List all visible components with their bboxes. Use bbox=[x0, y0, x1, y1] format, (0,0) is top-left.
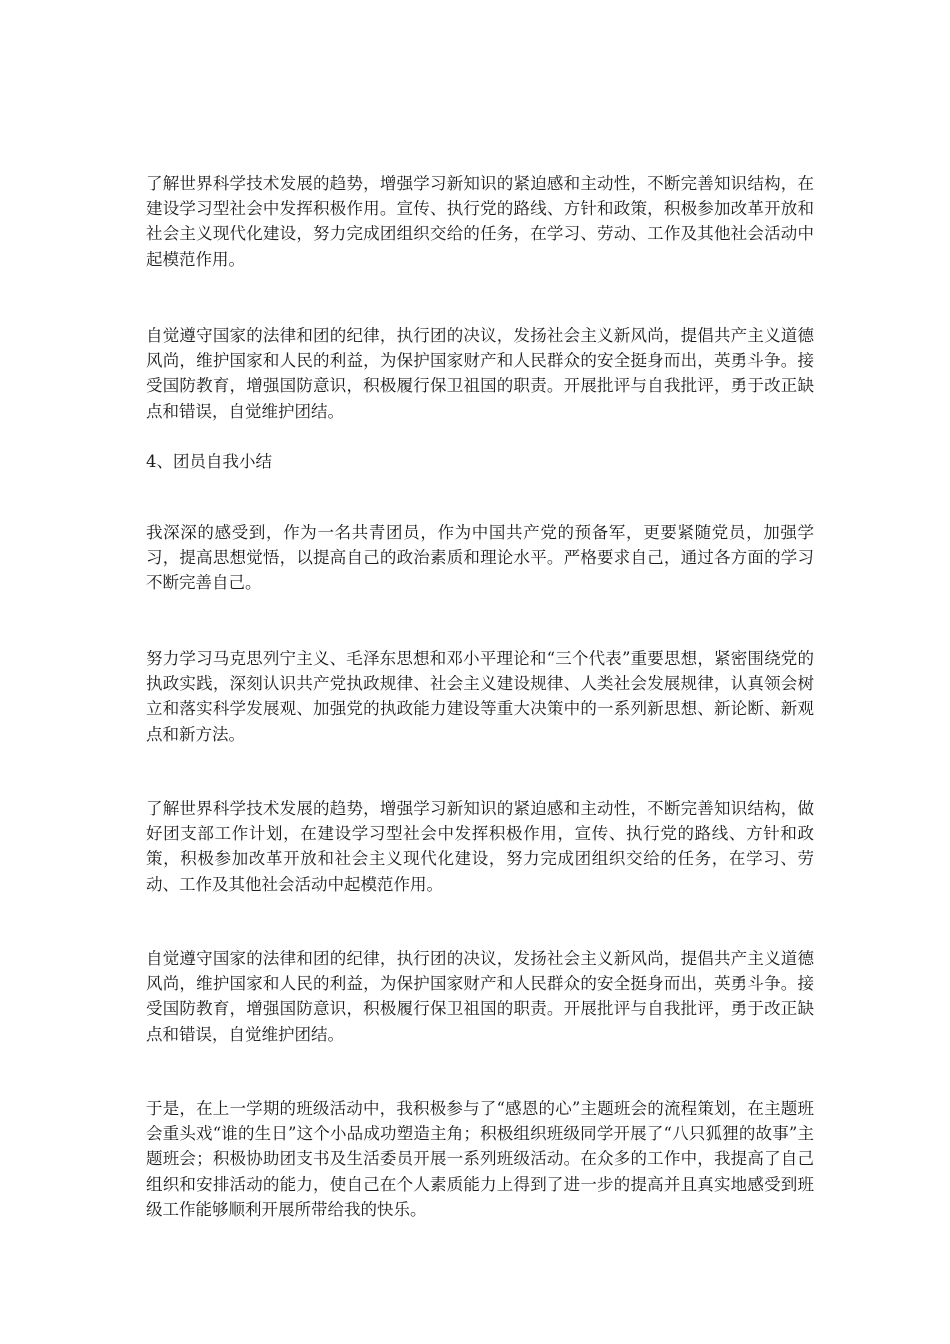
paragraph-world-science-2: 了解世界科学技术发展的趋势，增强学习新知识的紧迫感和主动性，不断完善知识结构，做好团支部工作计划，在建设学习型社会中发挥积极作用，宣传、执行党的路线、方针和政策，积极参加改革开放和社会主义现代化建设，努力完成团组织交给的任务，在学习、劳动、工作及其他社会活动中起模范作用。 bbox=[146, 799, 814, 894]
section-heading-self-summary: 4、团员自我小结 bbox=[146, 452, 272, 471]
paragraph-study-theory: 努力学习马克思列宁主义、毛泽东思想和邓小平理论和“三个代表”重要思想，紧密围绕党的执政实践，深刻认识共产党执政规律、社会主义建设规律、人类社会发展规律，认真领会树立和落实科学发展观、加强党的执政能力建设等重大决策中的一系列新思想、新论断、新观点和新方法。 bbox=[146, 649, 814, 744]
paragraph-class-activities: 于是，在上一学期的班级活动中，我积极参与了“感恩的心”主题班会的流程策划，在主题班会重头戏“谁的生日”这个小品成功塑造主角；积极组织班级同学开展了“八只狐狸的故事”主题班会；积极协助团支书及生活委员开展一系列班级活动。在众多的工作中，我提高了自己组织和安排活动的能力，使自己在个人素质能力上得到了进一步的提高并且真实地感受到班级工作能够顺利开展所带给我的快乐。 bbox=[146, 1099, 814, 1219]
paragraph-obey-law-2: 自觉遵守国家的法律和团的纪律，执行团的决议，发扬社会主义新风尚，提倡共产主义道德风尚，维护国家和人民的利益，为保护国家财产和人民群众的安全挺身而出，英勇斗争。接受国防教育，增强国防意识，积极履行保卫祖国的职责。开展批评与自我批评，勇于改正缺点和错误，自觉维护团结。 bbox=[146, 949, 814, 1044]
paragraph-obey-law: 自觉遵守国家的法律和团的纪律，执行团的决议，发扬社会主义新风尚，提倡共产主义道德风尚，维护国家和人民的利益，为保护国家财产和人民群众的安全挺身而出，英勇斗争。接受国防教育，增强国防意识，积极履行保卫祖国的职责。开展批评与自我批评，勇于改正缺点和错误，自觉维护团结。 bbox=[146, 326, 814, 421]
paragraph-world-science: 了解世界科学技术发展的趋势，增强学习新知识的紧迫感和主动性，不断完善知识结构，在建设学习型社会中发挥积极作用。宣传、执行党的路线、方针和政策，积极参加改革开放和社会主义现代化建设，努力完成团组织交给的任务，在学习、劳动、工作及其他社会活动中起模范作用。 bbox=[146, 174, 814, 269]
paragraph-deep-feeling: 我深深的感受到，作为一名共青团员，作为中国共产党的预备军，更要紧随党员，加强学习，提高思想觉悟，以提高自己的政治素质和理论水平。严格要求自己，通过各方面的学习不断完善自己。 bbox=[146, 523, 814, 593]
